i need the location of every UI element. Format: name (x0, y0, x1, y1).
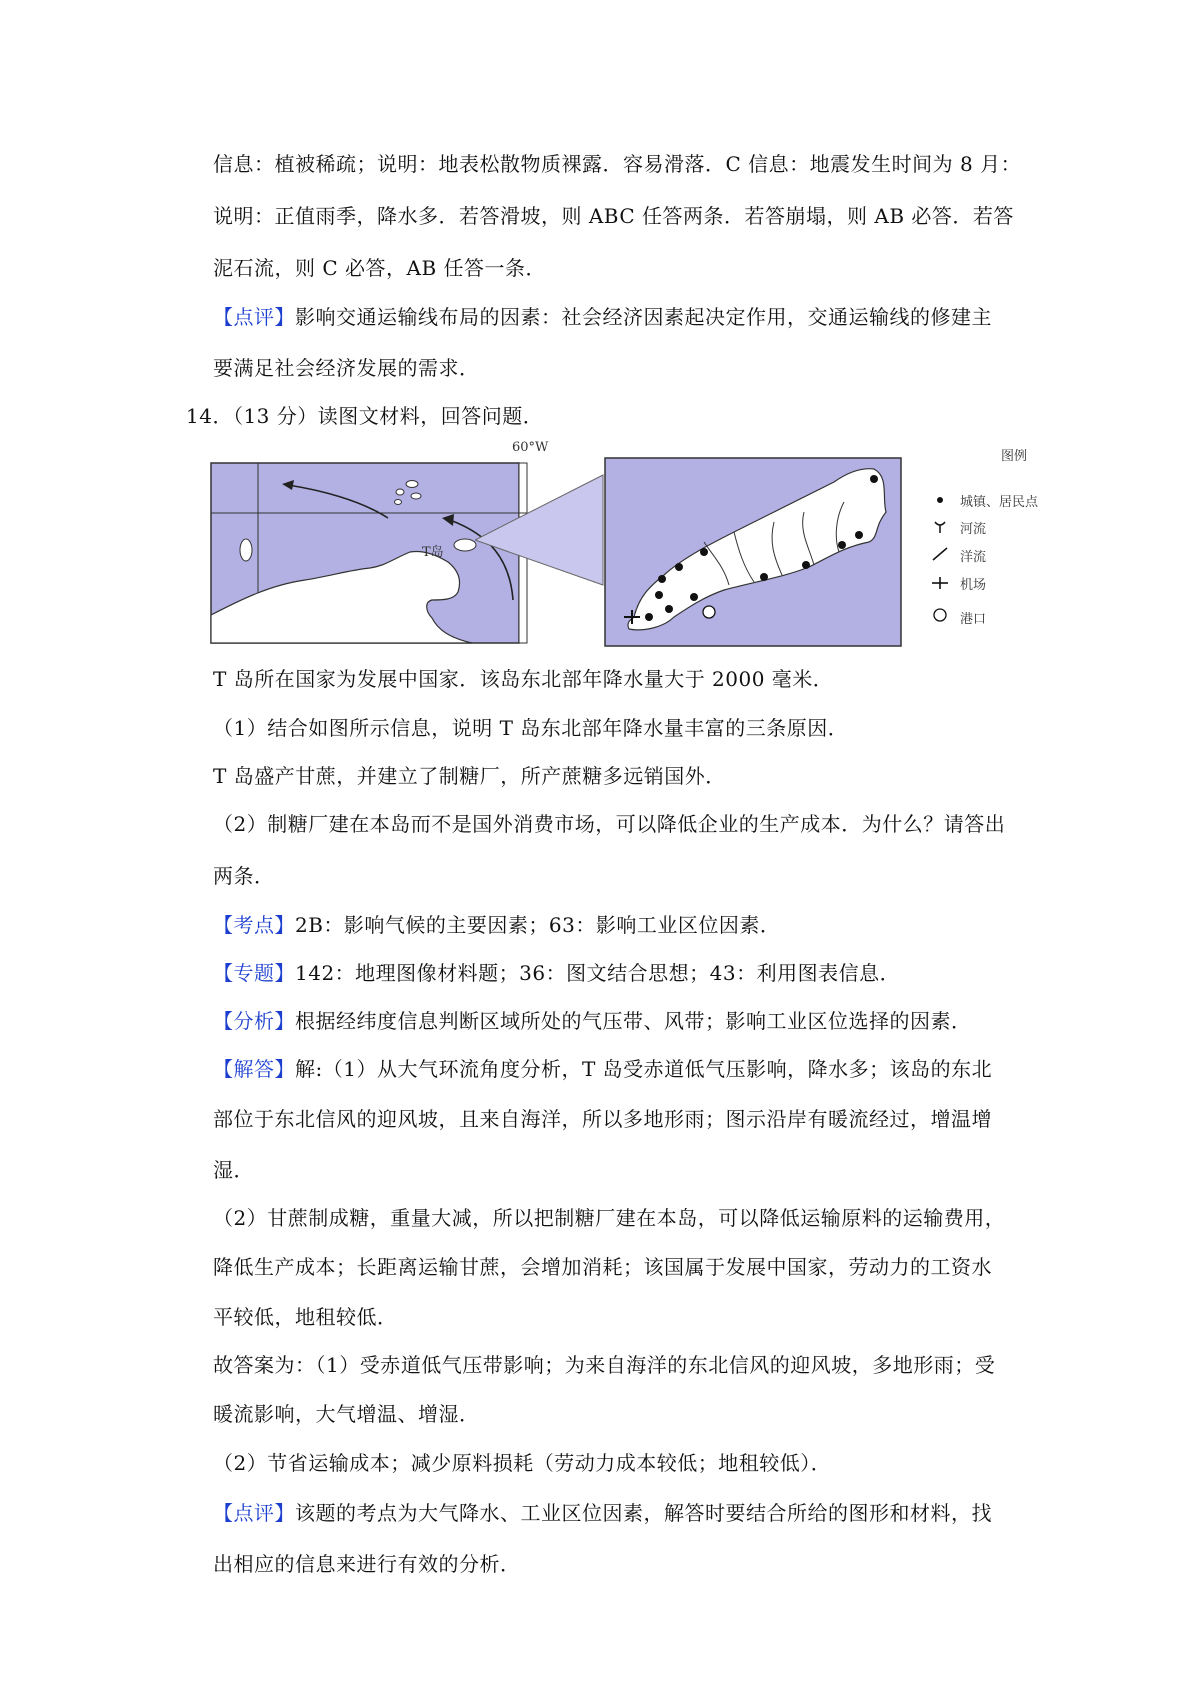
text-line: 故答案为：（1）受赤道低气压带影响；为来自海洋的东北信风的迎风坡，多地形雨；受 (213, 1353, 996, 1377)
jieda-text: 解:（1）从大气环流角度分析，T 岛受赤道低气压影响，降水多；该岛的东北 (295, 1057, 993, 1081)
text-line: 部位于东北信风的迎风坡，且来自海洋，所以多地形雨；图示沿岸有暖流经过，增温增 (213, 1107, 992, 1131)
bracket-close: 】 (274, 913, 295, 937)
review-paragraph (213, 1499, 992, 1527)
island-detail-map (604, 457, 902, 647)
text-line: （2）甘蔗制成糖，重量大减，所以把制糖厂建在本岛，可以降低运输原料的运输费用， (213, 1206, 1006, 1230)
question-title: 14．（13 分）读图文材料，回答问题． (186, 404, 544, 428)
review-text: 该题的考点为大气降水、工业区位因素，解答时要结合所给的图形和材料，找 (295, 1501, 992, 1525)
review-label: 点评 (233, 1501, 275, 1525)
text-line: 降低生产成本；长距离运输甘蔗，会增加消耗；该国属于发展中国家，劳动力的工资水 (213, 1255, 992, 1279)
text-line: 说明：正值雨季，降水多．若答滑坡，则 ABC 任答两条．若答崩塌，则 AB 必答．若答 (213, 204, 1014, 228)
text-line: T 岛盛产甘蔗，并建立了制糖厂，所产蔗糖多远销国外． (213, 764, 726, 788)
kaodian-text: 2B：影响气候的主要因素；63：影响工业区位因素． (295, 913, 781, 937)
island-label: T岛 (422, 545, 444, 560)
legend-label-town: 城镇、居民点 (960, 495, 1039, 510)
bracket-close: 】 (274, 1009, 295, 1033)
zhuanti-text: 142：地理图像材料题；36：图文结合思想；43：利用图表信息． (295, 961, 901, 985)
jieda-paragraph (213, 1055, 992, 1083)
bracket-open: 【 (213, 913, 234, 937)
kaodian-paragraph (213, 911, 780, 939)
fenxi-label: 分析 (233, 1009, 275, 1033)
legend-label-airport: 机场 (960, 578, 987, 593)
bracket-open: 【 (213, 1501, 234, 1525)
legend-icons (925, 495, 955, 635)
text-line: （2）节省运输成本；减少原料损耗（劳动力成本较低；地租较低）． (213, 1451, 832, 1475)
zoom-connector (475, 470, 615, 590)
text-line: （1）结合如图所示信息，说明 T 岛东北部年降水量丰富的三条原因． (213, 716, 849, 740)
bracket-open: 【 (213, 1009, 234, 1033)
legend-label-port: 港口 (960, 612, 987, 627)
bracket-close: 】 (274, 305, 295, 329)
text-line: 湿． (213, 1158, 254, 1182)
legend-title: 图例 (1001, 449, 1028, 464)
legend-label-river: 河流 (960, 522, 987, 537)
fenxi-paragraph (213, 1007, 972, 1035)
zhuanti-paragraph (213, 959, 900, 987)
fenxi-text: 根据经纬度信息判断区域所处的气压带、风带；影响工业区位选择的因素． (295, 1009, 972, 1033)
jieda-label: 解答 (233, 1057, 275, 1081)
kaodian-label: 考点 (233, 913, 275, 937)
text-line: 平较低，地租较低． (213, 1305, 398, 1329)
bracket-close: 】 (274, 961, 295, 985)
review-text: 影响交通运输线布局的因素：社会经济因素起决定作用，交通运输线的修建主 (295, 305, 992, 329)
legend-label-current: 洋流 (960, 550, 987, 565)
text-line: 泥石流，则 C 必答，AB 任答一条． (213, 256, 547, 280)
review-label: 点评 (233, 305, 275, 329)
text-line: 要满足社会经济发展的需求． (213, 356, 480, 380)
longitude-label: 60°W (512, 440, 549, 455)
review-paragraph (213, 303, 992, 331)
text-line: 出相应的信息来进行有效的分析． (213, 1552, 521, 1576)
bracket-close: 】 (274, 1501, 295, 1525)
bracket-open: 【 (213, 1057, 234, 1081)
text-line: 信息：植被稀疏；说明：地表松散物质裸露．容易滑落．C 信息：地震发生时间为 8 月： (213, 152, 1022, 176)
text-line: 暖流影响，大气增温、增湿． (213, 1402, 480, 1426)
text-line: （2）制糖厂建在本岛而不是国外消费市场，可以降低企业的生产成本．为什么？请答出 (213, 812, 1006, 836)
bracket-open: 【 (213, 961, 234, 985)
bracket-close: 】 (274, 1057, 295, 1081)
zhuanti-label: 专题 (233, 961, 275, 985)
text-line: T 岛所在国家为发展中国家．该岛东北部年降水量大于 2000 毫米． (213, 667, 834, 691)
bracket-open: 【 (213, 305, 234, 329)
text-line: 两条． (213, 864, 275, 888)
